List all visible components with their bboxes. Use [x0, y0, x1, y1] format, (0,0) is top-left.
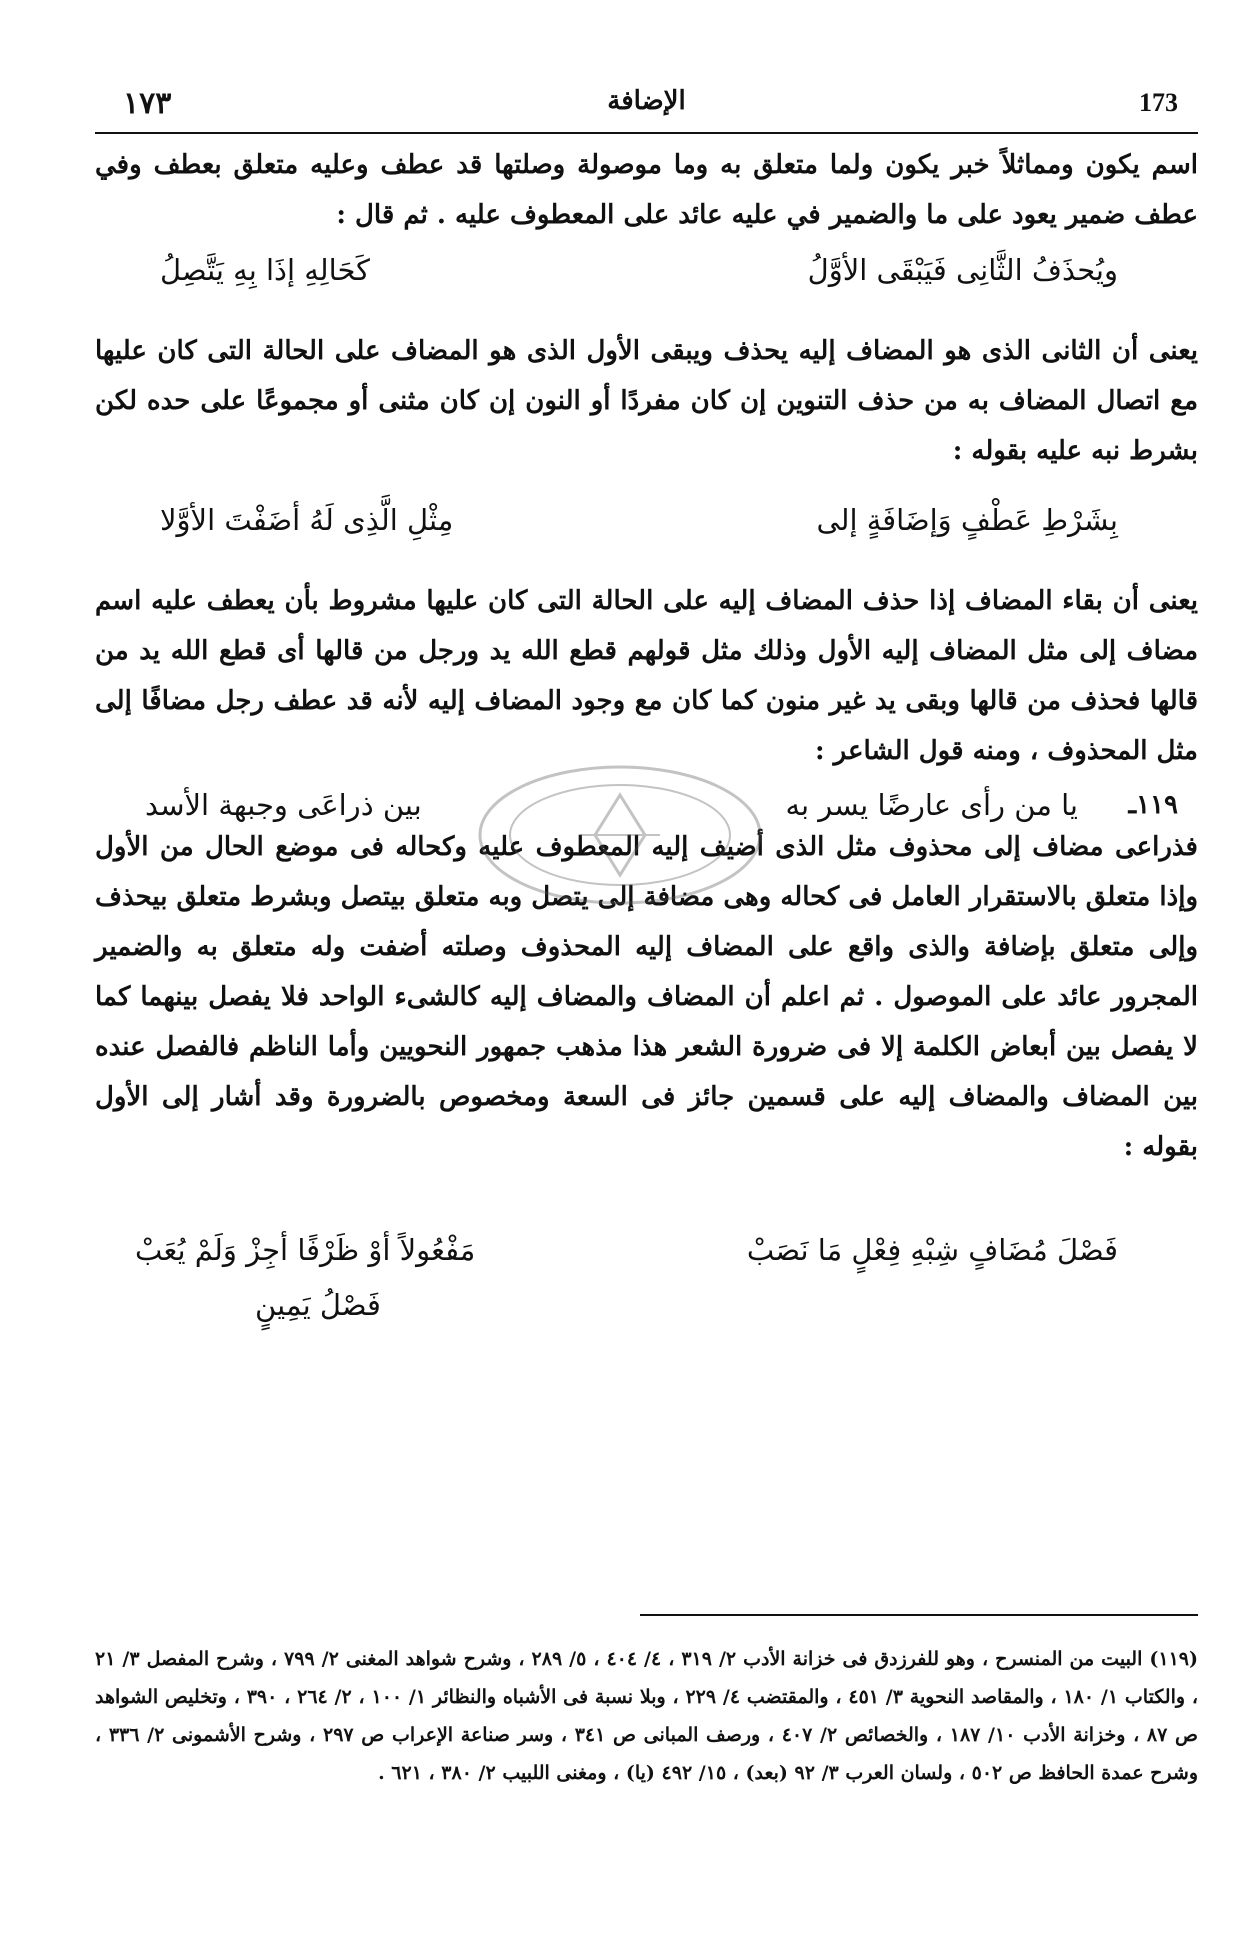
page-number-arabic: ١٧٣: [123, 86, 172, 121]
footnote-119: [95, 1640, 1198, 1792]
paragraph-2-text: يعنى أن الثانى الذى هو المضاف إليه يحذف ويبقى الأول الذى هو المضاف على الحالة التى كان عليها مع اتصال المضاف به من حذف التنوين إن كان مفردًا أو النون إن كان مثنى أو مجموعًا على حده لكن بشرط نبه عليه بقوله :: [95, 336, 1198, 466]
verse-1-first-hemistich: ويُحذَفُ الثَّانِى فَيَبْقَى الأوَّلُ: [807, 253, 1118, 287]
paragraph-3-text: يعنى أن بقاء المضاف إذا حذف المضاف إليه على الحالة التى كان عليها مشروط بأن يعطف عليه اسم مضاف إلى مثل المضاف إليه الأول وذلك مثل قولهم قطع الله يد ورجل من قالها أى قطع الله يد من قالها فحذف من قالها وبقى يد غير منون كما كان مع وجود المضاف إليه لأنه قد عطف رجل مضافًا إلى مثل المحذوف ، ومنه قول الشاعر :: [95, 586, 1198, 766]
verse-4-third-part: فَصْلُ يَمِينٍ: [255, 1288, 381, 1322]
verse-1: [95, 240, 1198, 300]
verse-2-first-hemistich: بِشَرْطِ عَطْفٍ وَإضَافَةٍ إلى: [816, 503, 1118, 537]
library-stamp-watermark: [470, 760, 770, 910]
verse-3-first-hemistich: يا من رأى عارضًا يسر به: [785, 788, 1078, 822]
verse-4: [95, 1220, 1198, 1280]
verse-3-second-hemistich: بين ذراعَى وجبهة الأسد: [145, 788, 422, 822]
paragraph-1-text: اسم يكون ومماثلاً خبر يكون ولما متعلق به وما موصولة وصلتها قد عطف وعليه متعلق بعطف وفي عطف ضمير يعود على ما والضمير في عليه عائد على المعطوف عليه . ثم قال :: [95, 150, 1198, 230]
paragraph-2: [95, 326, 1198, 476]
paragraph-3: [95, 576, 1198, 776]
paragraph-4-text: فذراعى مضاف إلى محذوف مثل الذى أضيف إليه المعطوف عليه وكحاله فى موضع الحال من الأول وإذا متعلق بالاستقرار العامل فى كحاله وهى مضافة إلى يتصل وبه متعلق بيتصل وبشرط متعلق بيحذف وإلى متعلق بإضافة والذى واقع على المضاف إليه المحذوف وصلته أضفت وله متعلق به والضمير المجرور عائد على الموصول . ثم اعلم أن المضاف والمضاف إليه كالشىء الواحد فلا يفصل بينهما كما لا يفصل بين أبعاض الكلمة إلا فى ضرورة الشعر هذا مذهب جمهور النحويين وأما الناظم فالفصل عنده بين المضاف والمضاف إليه على قسمين جائز فى السعة ومخصوص بالضرورة وقد أشار إلى الأول بقوله :: [95, 832, 1198, 1162]
verse-2-second-hemistich: مِثْلِ الَّذِى لَهُ أضَفْتَ الأوَّلا: [160, 503, 454, 537]
verse-4-first-hemistich: فَصْلَ مُضَافٍ شِبْهِ فِعْلٍ مَا نَصَبْ: [746, 1233, 1118, 1267]
verse-1-second-hemistich: كَحَالِهِ إذَا بِهِ يَتَّصِلُ: [160, 253, 370, 287]
running-header: [95, 82, 1198, 134]
footnote-divider: [640, 1614, 1198, 1616]
verse-2: [95, 490, 1198, 550]
verse-4-continuation: [95, 1275, 1198, 1335]
paragraph-1: [95, 140, 1198, 240]
chapter-title: الإضافة: [607, 86, 686, 116]
page-number: 173: [1139, 88, 1178, 117]
footnote-text: (١١٩) البيت من المنسرح ، وهو للفرزدق فى خزانة الأدب ٢/ ٣١٩ ، ٤/ ٤٠٤ ، ٥/ ٢٨٩ ، وشرح شواهد المغنى ٢/ ٧٩٩ ، وشرح المفصل ٣/ ٢١ ، والكتاب ١/ ١٨٠ ، والمقاصد النحوية ٣/ ٤٥١ ، والمقتضب ٤/ ٢٢٩ ، وبلا نسبة فى الأشباه والنظائر ١/ ١٠٠ ، ٢/ ٢٦٤ ، ٣٩٠ ، وتخليص الشواهد ص ٨٧ ، وخزانة الأدب ١٠/ ١٨٧ ، والخصائص ٢/ ٤٠٧ ، ورصف المبانى ص ٣٤١ ، وسر صناعة الإعراب ص ٢٩٧ ، وشرح الأشمونى ٢/ ٣٣٦ ، وشرح عمدة الحافظ ص ٥٠٢ ، ولسان العرب ٣/ ٩٢ (بعد) ، ١٥/ ٤٩٢ (يا) ، ومغنى اللبيب ٢/ ٣٨٠ ، ٦٢١ .: [95, 1648, 1199, 1784]
verse-3-number: ١١٩ـ: [1128, 790, 1178, 820]
verse-4-second-hemistich: مَفْعُولاً أوْ ظَرْفًا أجِزْ وَلَمْ يُعَبْ: [135, 1233, 476, 1267]
